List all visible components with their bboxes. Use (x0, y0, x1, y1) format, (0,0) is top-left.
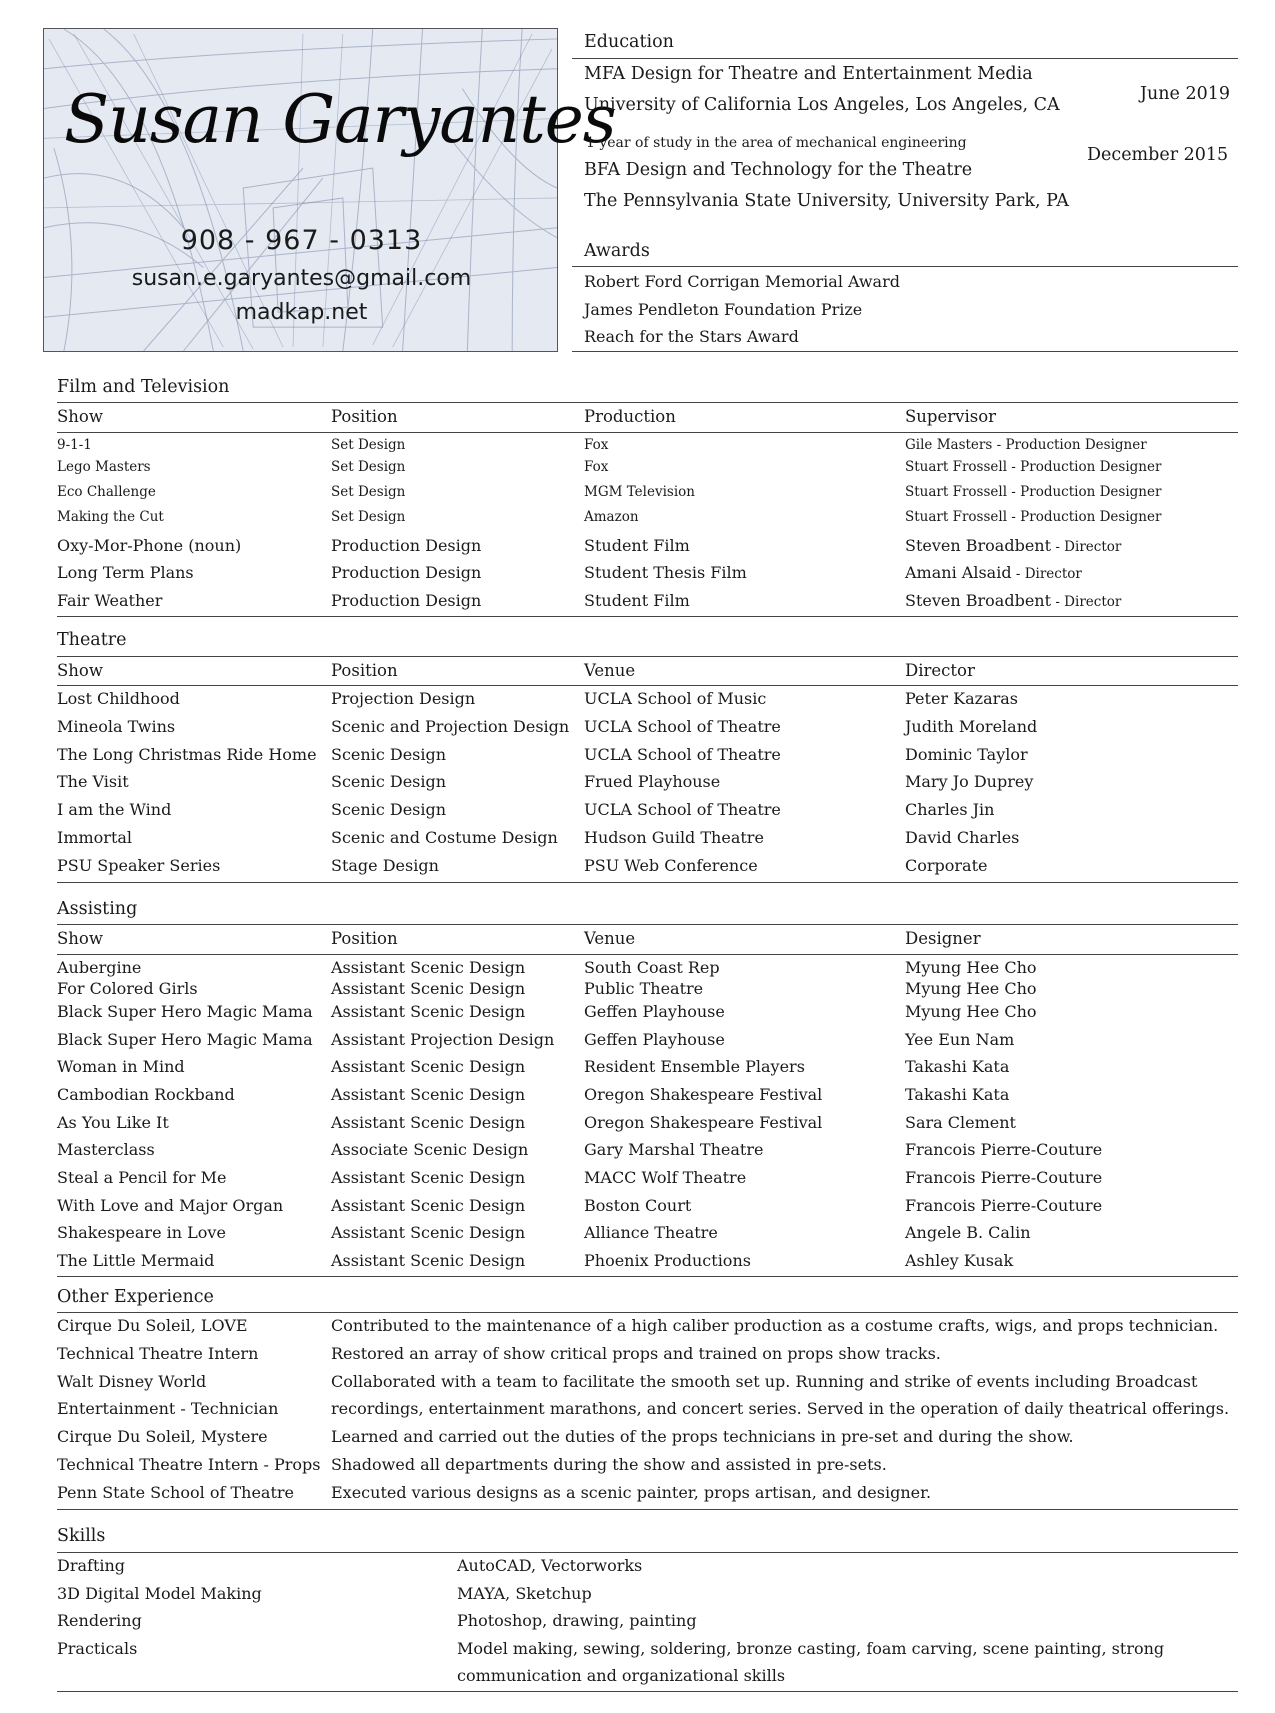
film-row-production: Fox (584, 459, 609, 475)
other-row-description: Restored an array of show critical props and trained on props show tracks. (331, 1343, 941, 1363)
assisting-row-position: Assistant Scenic Design (331, 1002, 526, 1021)
film-row-supervisor (905, 459, 1161, 475)
theatre-row-venue: UCLA School of Theatre (584, 800, 781, 820)
theatre-header-rule (57, 685, 1238, 686)
assisting-row-show: Woman in Mind (57, 1057, 185, 1076)
film-row-show: Long Term Plans (57, 563, 194, 582)
other-row-role: Walt Disney World (57, 1371, 207, 1391)
theatre-row-position: Projection Design (331, 689, 476, 708)
assisting-title: Assisting (57, 899, 138, 919)
film-bottom-rule (57, 616, 1238, 617)
assisting-row-venue: Geffen Playhouse (584, 1002, 725, 1021)
theatre-row-position: Scenic Design (331, 772, 447, 792)
assisting-row-designer: Myung Hee Cho (905, 958, 1037, 977)
assisting-row-designer: Takashi Kata (905, 1057, 1010, 1076)
theatre-row-position: Scenic Design (331, 800, 447, 820)
film-header-production: Production (584, 407, 676, 426)
assisting-row-show: Steal a Pencil for Me (57, 1168, 227, 1187)
website-link[interactable]: madkap.net (235, 300, 368, 325)
film-row-show: Making the Cut (57, 509, 164, 525)
theatre-row-show: Immortal (57, 828, 133, 847)
header-card (43, 28, 616, 352)
assisting-row-venue: Alliance Theatre (584, 1223, 718, 1242)
education-degree-bfa: BFA Design and Technology for the Theatre (584, 160, 973, 180)
film-row-position: Set Design (331, 459, 406, 475)
supervisor-name: Stuart Frossell (905, 484, 1008, 500)
other-row-role: Entertainment - Technician (57, 1399, 279, 1419)
assisting-row-designer: Sara Clement (905, 1113, 1016, 1132)
skill-details: Model making, sewing, soldering, bronze casting, foam carving, scene painting, strong (457, 1638, 1165, 1658)
theatre-row-show: Mineola Twins (57, 716, 176, 736)
theatre-row-director: Mary Jo Duprey (905, 772, 1034, 792)
skills-title: Skills (57, 1526, 106, 1546)
supervisor-role: - Director (1011, 566, 1082, 582)
theatre-row-director: Peter Kazaras (905, 689, 1019, 708)
other-row-role: Cirque Du Soleil, Mystere (57, 1427, 268, 1447)
assisting-row-venue: Geffen Playhouse (584, 1030, 725, 1049)
assisting-row-position: Assistant Scenic Design (331, 1196, 526, 1215)
assisting-row-position: Assistant Scenic Design (331, 1057, 526, 1076)
assisting-row-show: Masterclass (57, 1140, 155, 1159)
other-row-role: Technical Theatre Intern - Props (57, 1455, 321, 1474)
supervisor-role: - Production Designer (1007, 509, 1162, 525)
other-row-description: Executed various designs as a scenic painter, props artisan, and designer. (331, 1482, 932, 1502)
assisting-row-venue: Public Theatre (584, 979, 704, 998)
email-address[interactable]: susan.e.garyantes@gmail.com (131, 266, 472, 291)
other-row-description: Learned and carried out the duties of the props technicians in pre-set and during the show. (331, 1427, 1074, 1447)
film-title-rule (57, 402, 1238, 403)
film-row-production: Student Film (584, 591, 690, 610)
assisting-row-designer: Francois Pierre-Couture (905, 1140, 1103, 1159)
other-row-role: Penn State School of Theatre (57, 1482, 294, 1502)
film-row-position: Production Design (331, 536, 482, 555)
education-date-bfa: December 2015 (1087, 145, 1229, 165)
theatre-header-director: Director (905, 661, 975, 680)
skill-details: communication and organizational skills (457, 1666, 786, 1686)
theatre-row-director: Charles Jin (905, 800, 995, 820)
theatre-row-position: Scenic and Costume Design (331, 828, 558, 847)
assisting-row-designer: Myung Hee Cho (905, 979, 1037, 998)
other-row-description: Contributed to the maintenance of a high caliber production as a costume crafts, wigs, and props technician. (331, 1316, 1219, 1335)
assisting-row-show: Cambodian Rockband (57, 1085, 235, 1104)
assisting-row-position: Assistant Scenic Design (331, 1113, 526, 1132)
assisting-row-designer: Angele B. Calin (905, 1223, 1031, 1242)
other-experience-bottom-rule (57, 1509, 1238, 1510)
theatre-row-director: David Charles (905, 828, 1020, 847)
theatre-row-venue: UCLA School of Theatre (584, 744, 781, 764)
film-row-show: 9-1-1 (57, 437, 92, 453)
candidate-name: Susan Garyantes (64, 81, 616, 158)
assisting-row-position: Assistant Scenic Design (331, 1168, 526, 1187)
education-degree-mfa: MFA Design for Theatre and Entertainment Media (584, 64, 1033, 84)
film-row-supervisor (905, 509, 1161, 525)
other-row-description: Collaborated with a team to facilitate the smooth set up. Running and strike of events including Broadcast (331, 1371, 1198, 1391)
theatre-row-director: Judith Moreland (905, 716, 1038, 736)
awards-bottom-rule (572, 351, 1238, 352)
skill-category: Rendering (57, 1611, 142, 1631)
assisting-row-position: Assistant Projection Design (331, 1030, 555, 1049)
assisting-row-position: Assistant Scenic Design (331, 958, 526, 977)
film-row-production: MGM Television (584, 484, 695, 500)
theatre-row-position: Stage Design (331, 855, 439, 875)
skill-details: AutoCAD, Vectorworks (457, 1556, 643, 1575)
other-experience-title: Other Experience (57, 1287, 214, 1307)
film-row-position: Set Design (331, 437, 406, 453)
film-row-supervisor (905, 536, 1121, 555)
award-item: James Pendleton Foundation Prize (584, 300, 863, 319)
assisting-row-position: Assistant Scenic Design (331, 1251, 526, 1270)
film-row-show: Fair Weather (57, 591, 163, 610)
assisting-row-designer: Yee Eun Nam (905, 1030, 1015, 1049)
film-header-supervisor: Supervisor (905, 407, 997, 426)
film-header-position: Position (331, 407, 398, 426)
assisting-row-venue: MACC Wolf Theatre (584, 1168, 747, 1187)
film-row-show: Oxy-Mor-Phone (noun) (57, 536, 242, 555)
theatre-row-venue: Hudson Guild Theatre (584, 828, 764, 847)
film-row-position: Set Design (331, 484, 406, 500)
assisting-row-venue: Oregon Shakespeare Festival (584, 1085, 823, 1104)
supervisor-role: - Production Designer (992, 437, 1147, 453)
assisting-row-venue: Gary Marshal Theatre (584, 1140, 764, 1159)
award-item: Robert Ford Corrigan Memorial Award (584, 272, 900, 291)
theatre-row-show: The Long Christmas Ride Home (57, 744, 317, 764)
film-row-production: Student Thesis Film (584, 563, 747, 582)
assisting-header-venue: Venue (584, 929, 636, 948)
theatre-header-show: Show (57, 661, 103, 680)
film-row-supervisor (905, 563, 1082, 582)
supervisor-role: - Director (1051, 594, 1122, 610)
film-header-rule (57, 432, 1238, 433)
assisting-row-show: Shakespeare in Love (57, 1223, 226, 1242)
theatre-row-venue: UCLA School of Music (584, 689, 767, 708)
supervisor-name: Stuart Frossell (905, 459, 1008, 475)
supervisor-role: - Production Designer (1007, 484, 1162, 500)
film-row-position: Production Design (331, 563, 482, 582)
assisting-row-designer: Takashi Kata (905, 1085, 1010, 1104)
theatre-title: Theatre (57, 630, 127, 650)
skill-details: Photoshop, drawing, painting (457, 1611, 697, 1631)
assisting-row-position: Assistant Scenic Design (331, 1085, 526, 1104)
theatre-row-show: The Visit (57, 772, 129, 792)
assisting-row-venue: Resident Ensemble Players (584, 1057, 805, 1076)
theatre-row-venue: PSU Web Conference (584, 855, 758, 875)
skill-category: 3D Digital Model Making (57, 1583, 262, 1603)
film-row-supervisor (905, 591, 1121, 610)
skills-title-rule (57, 1552, 1238, 1553)
assisting-row-position: Assistant Scenic Design (331, 979, 526, 998)
skill-category: Practicals (57, 1638, 138, 1658)
skill-category: Drafting (57, 1556, 126, 1575)
theatre-row-director: Corporate (905, 855, 988, 875)
assisting-row-designer: Ashley Kusak (905, 1251, 1014, 1270)
assisting-row-venue: Boston Court (584, 1196, 692, 1215)
assisting-row-venue: Oregon Shakespeare Festival (584, 1113, 823, 1132)
supervisor-role: - Director (1051, 539, 1122, 555)
film-row-show: Eco Challenge (57, 484, 156, 500)
theatre-row-venue: Frued Playhouse (584, 772, 721, 792)
assisting-row-venue: Phoenix Productions (584, 1251, 751, 1270)
assisting-row-designer: Francois Pierre-Couture (905, 1168, 1103, 1187)
theatre-header-position: Position (331, 661, 398, 680)
assisting-row-show: Black Super Hero Magic Mama (57, 1002, 313, 1021)
supervisor-name: Stuart Frossell (905, 509, 1008, 525)
education-rule (572, 58, 1238, 59)
assisting-row-venue: South Coast Rep (584, 958, 720, 977)
assisting-header-position: Position (331, 929, 398, 948)
assisting-row-position: Assistant Scenic Design (331, 1223, 526, 1242)
film-row-production: Student Film (584, 536, 690, 555)
supervisor-name: Steven Broadbent (905, 536, 1052, 555)
other-experience-title-rule (57, 1312, 1238, 1313)
assisting-title-rule (57, 924, 1238, 925)
assisting-row-show: For Colored Girls (57, 979, 198, 998)
assisting-row-show: With Love and Major Organ (57, 1196, 284, 1215)
skills-bottom-rule (57, 1691, 1238, 1692)
theatre-bottom-rule (57, 882, 1238, 883)
film-row-position: Set Design (331, 509, 406, 525)
film-header-show: Show (57, 407, 103, 426)
assisting-row-show: Black Super Hero Magic Mama (57, 1030, 313, 1049)
film-row-supervisor (905, 484, 1161, 500)
film-row-position: Production Design (331, 591, 482, 610)
film-row-production: Amazon (584, 509, 639, 525)
assisting-row-show: As You Like It (57, 1113, 169, 1132)
supervisor-name: Amani Alsaid (905, 563, 1012, 582)
film-row-supervisor (905, 437, 1147, 453)
phone-number[interactable]: 908 - 967 - 0313 (180, 225, 423, 256)
education-school-ucla: University of California Los Angeles, Los Angeles, CA (584, 95, 1060, 115)
education-school-psu: The Pennsylvania State University, University Park, PA (584, 191, 1069, 211)
other-row-description: Shadowed all departments during the show and assisted in pre-sets. (331, 1455, 887, 1474)
theatre-row-show: PSU Speaker Series (57, 855, 221, 875)
theatre-row-show: I am the Wind (57, 800, 172, 820)
theatre-title-rule (57, 656, 1238, 657)
theatre-header-venue: Venue (584, 661, 636, 680)
assisting-header-show: Show (57, 929, 103, 948)
supervisor-name: Steven Broadbent (905, 591, 1052, 610)
other-row-role: Cirque Du Soleil, LOVE (57, 1316, 248, 1335)
theatre-row-venue: UCLA School of Theatre (584, 716, 781, 736)
awards-title: Awards (584, 241, 650, 261)
assisting-header-rule (57, 954, 1238, 955)
theatre-row-show: Lost Childhood (57, 689, 180, 708)
theatre-row-position: Scenic Design (331, 744, 447, 764)
education-title: Education (584, 32, 674, 52)
theatre-row-director: Dominic Taylor (905, 744, 1028, 764)
assisting-bottom-rule (57, 1276, 1238, 1277)
awards-rule (572, 266, 1238, 267)
film-title: Film and Television (57, 377, 230, 397)
theatre-row-position: Scenic and Projection Design (331, 716, 570, 736)
skill-details: MAYA, Sketchup (457, 1583, 592, 1603)
other-row-description: recordings, entertainment marathons, and concert series. Served in the operation of daily theatrical offerings. (331, 1399, 1230, 1419)
film-row-production: Fox (584, 437, 609, 453)
award-item: Reach for the Stars Award (584, 327, 799, 346)
other-row-role: Technical Theatre Intern (57, 1343, 259, 1363)
film-row-show: Lego Masters (57, 459, 151, 475)
assisting-row-show: The Little Mermaid (57, 1251, 215, 1270)
assisting-row-position: Associate Scenic Design (331, 1140, 529, 1159)
education-note: 1 year of study in the area of mechanical engineering (586, 135, 967, 151)
supervisor-role: - Production Designer (1007, 459, 1162, 475)
assisting-header-designer: Designer (905, 929, 981, 948)
assisting-row-show: Aubergine (57, 958, 142, 977)
assisting-row-designer: Francois Pierre-Couture (905, 1196, 1103, 1215)
supervisor-name: Gile Masters (905, 437, 993, 453)
education-date-mfa: June 2019 (1140, 84, 1231, 104)
assisting-row-designer: Myung Hee Cho (905, 1002, 1037, 1021)
